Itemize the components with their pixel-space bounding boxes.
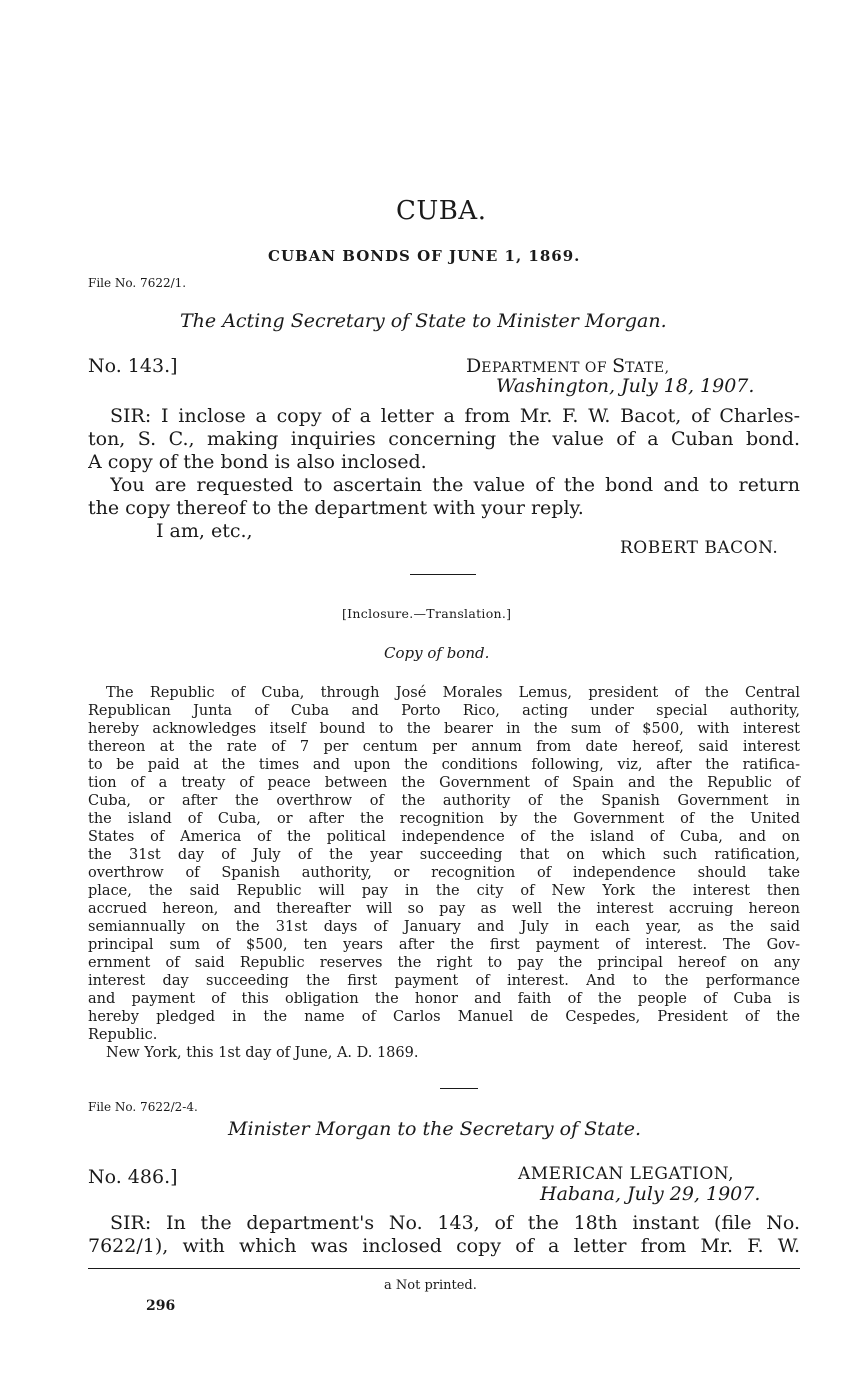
bond-line: Republic.: [88, 1027, 158, 1043]
page-title: CUBA.: [396, 196, 487, 226]
letter-heading: The Acting Secretary of State to Minister Morgan.: [180, 310, 667, 332]
inclosure-heading: Copy of bond.: [384, 644, 490, 662]
divider: [410, 574, 476, 575]
page-number: 296: [146, 1298, 176, 1314]
sender-place: AMERICAN LEGATION,: [518, 1164, 734, 1184]
place-cap-d: D: [466, 355, 482, 377]
body-line: SIR: I inclose a copy of a letter a from Mr. F. W. Bacot, of Charles-: [110, 405, 800, 427]
letter-heading: Minister Morgan to the Secretary of State.: [228, 1118, 642, 1140]
body-line: You are requested to ascertain the value of the bond and to return: [110, 474, 800, 496]
bond-line: accrued hereon, and thereafter will so pay as well the interest accruing hereon: [88, 901, 800, 917]
file-number: File No. 7622/1.: [88, 276, 187, 290]
bond-line: the 31st day of July of the year succeeding that on which such ratification,: [88, 847, 800, 863]
body-line: 7622/1), with which was inclosed copy of a letter from Mr. F. W.: [88, 1235, 800, 1257]
bond-line: principal sum of $500, ten years after the first payment of interest. The Gov-: [88, 937, 800, 953]
bond-line: Cuba, or after the overthrow of the authority of the Spanish Government in: [88, 793, 800, 809]
footnote-rule: [88, 1268, 800, 1269]
bond-line: to be paid at the times and upon the conditions following, viz, after the ratifica-: [88, 757, 800, 773]
bond-line: The Republic of Cuba, through José Morales Lemus, president of the Central: [106, 685, 800, 701]
letter-dateline: Habana, July 29, 1907.: [540, 1183, 761, 1205]
body-line: the copy thereof to the department with your reply.: [88, 497, 584, 519]
inclosure-label: [Inclosure.—Translation.]: [342, 606, 512, 621]
place-small-1: EPARTMENT OF: [481, 360, 613, 376]
bond-line: Republican Junta of Cuba and Porto Rico, acting under special authority,: [88, 703, 800, 719]
bond-line: hereby pledged in the name of Carlos Manuel de Cespedes, President of the: [88, 1009, 800, 1025]
place-cap-s: S: [612, 355, 626, 377]
bond-line: the island of Cuba, or after the recognition by the Government of the United: [88, 811, 800, 827]
bond-line: ernment of said Republic reserves the right to pay the principal hereof on any: [88, 955, 800, 971]
letter-number: No. 486.]: [88, 1166, 178, 1188]
section-title: CUBAN BONDS OF JUNE 1, 1869.: [268, 247, 581, 265]
bond-line: States of America of the political independence of the island of Cuba, and on: [88, 829, 800, 845]
sender-place: [466, 355, 670, 377]
bond-line: overthrow of Spanish authority, or recognition of independence should take: [88, 865, 800, 881]
bond-line: thereon at the rate of 7 per centum per annum from date hereof, said interest: [88, 739, 800, 755]
bond-line: hereby acknowledges itself bound to the bearer in the sum of $500, with interest: [88, 721, 800, 737]
bond-line: place, the said Republic will pay in the city of New York the interest then: [88, 883, 800, 899]
letter-dateline: Washington, July 18, 1907.: [496, 375, 755, 397]
bond-line: semiannually on the 31st days of January and July in each year, as the said: [88, 919, 800, 935]
bond-line: tion of a treaty of peace between the Government of Spain and the Republic of: [88, 775, 800, 791]
closing: I am, etc.,: [156, 520, 253, 542]
bond-date-line: New York, this 1st day of June, A. D. 1869.: [106, 1045, 419, 1061]
letter-number: No. 143.]: [88, 355, 178, 377]
bond-line: and payment of this obligation the honor and faith of the people of Cuba is: [88, 991, 800, 1007]
body-line: A copy of the bond is also inclosed.: [88, 451, 427, 473]
footnote: a Not printed.: [384, 1278, 477, 1293]
body-line: SIR: In the department's No. 143, of the 18th instant (file No.: [110, 1212, 800, 1234]
signature: ROBERT BACON.: [620, 538, 779, 558]
file-number: File No. 7622/2-4.: [88, 1100, 198, 1114]
divider: [440, 1088, 478, 1089]
place-small-2: TATE,: [625, 360, 670, 376]
bond-line: interest day succeeding the first payment of interest. And to the performance: [88, 973, 800, 989]
bond-text: [88, 684, 800, 1062]
body-line: ton, S. C., making inquiries concerning the value of a Cuban bond.: [88, 428, 800, 450]
